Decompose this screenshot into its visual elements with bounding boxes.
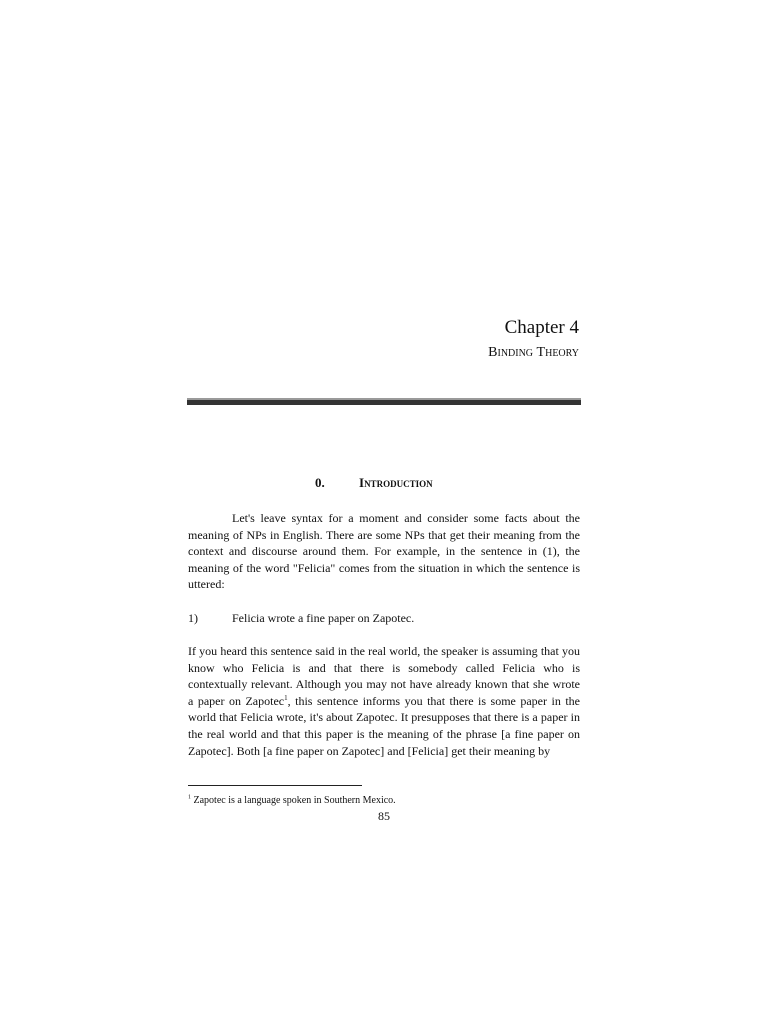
section-title-initial: I (359, 475, 365, 490)
section-heading (315, 475, 433, 491)
chapter-heading (488, 316, 579, 362)
example-number: 1) (188, 611, 198, 625)
footnote (188, 795, 396, 807)
paragraph-2-text-after-note: , this sentence informs you that there is some paper in the world that Felicia wrote, it's about Zapotec. It presupposes that there is a paper in the real world and that this paper is the meaning of the phrase [a fine paper on Zapotec]. Both [a fine paper on Zapotec] and [Felicia] get their meaning by (188, 693, 580, 758)
chapter-divider-rule (187, 398, 581, 405)
paragraph-2-text-before-note: If you heard this sentence said in the real world, the speaker is assuming that you know who Felicia is and that there is somebody called Felicia who is contextually relevant. Although you may not have already known that she wrote a paper on Zapotec (188, 644, 580, 708)
paragraph-1-text: Let's leave syntax for a moment and consider some facts about the meaning of NPs in English. There are some NPs that get their meaning from the context and discourse around them. For example, in the sentence in (1), the meaning of the word "Felicia" comes from the situation in which the sentence is uttered: (188, 511, 580, 592)
section-number: 0. (315, 475, 325, 490)
footnote-marker: 1 (188, 794, 191, 801)
paragraph-2 (188, 643, 580, 759)
chapter-title-rest-2: heory (545, 345, 579, 360)
footnote-reference: 1 (284, 693, 288, 702)
chapter-title-rest-1: inding (497, 345, 537, 360)
chapter-title (488, 344, 579, 362)
footnote-separator (188, 785, 362, 786)
chapter-number: Chapter 4 (504, 317, 579, 338)
example-text: Felicia wrote a fine paper on Zapotec. (232, 611, 415, 625)
footnote-text: Zapotec is a language spoken in Southern Mexico. (191, 795, 396, 806)
section-title-rest: ntroduction (364, 475, 433, 490)
page-number: 85 (378, 809, 390, 823)
example-1 (188, 610, 414, 626)
chapter-title-initial-2: T (536, 345, 546, 360)
paragraph-1 (188, 510, 580, 593)
chapter-title-initial-1: B (488, 345, 498, 360)
